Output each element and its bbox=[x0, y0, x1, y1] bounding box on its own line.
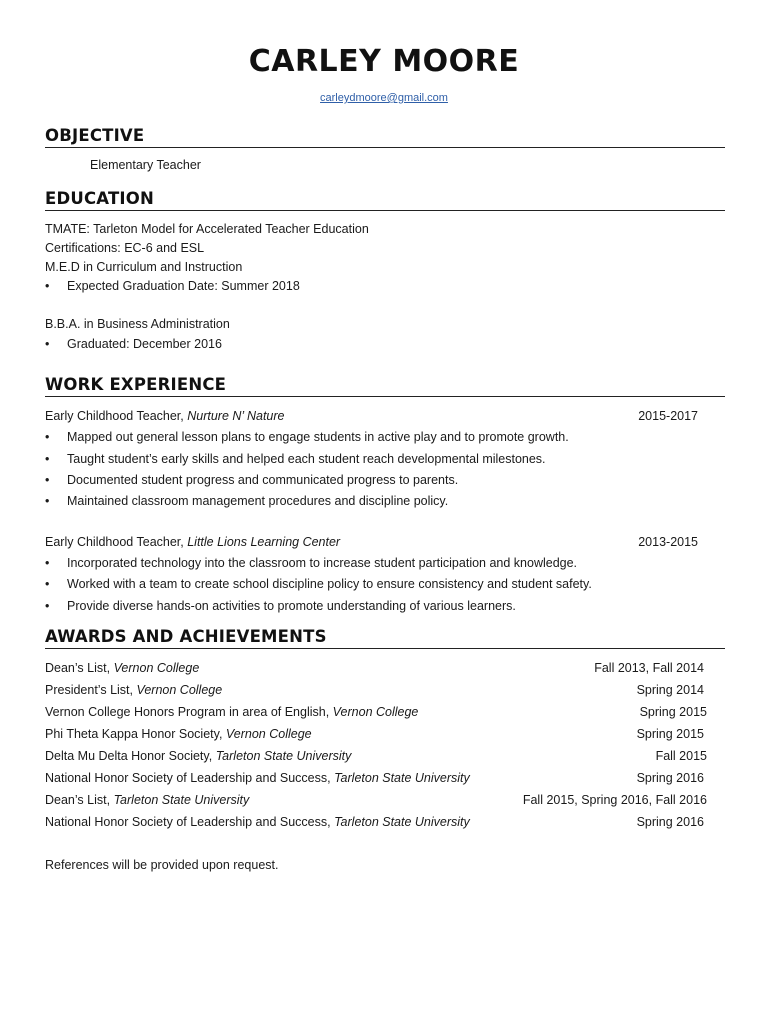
award-org: Vernon College bbox=[136, 683, 223, 697]
bullet-point: • bbox=[45, 430, 50, 444]
work-heading-label: WORK EXPERIENCE bbox=[45, 375, 227, 394]
award-org: Tarleton State University bbox=[334, 815, 470, 829]
award-item bbox=[45, 815, 470, 829]
awards-heading bbox=[45, 626, 725, 649]
award-org: Tarleton State University bbox=[334, 771, 470, 785]
education-line: B.B.A. in Business Administration bbox=[45, 317, 230, 331]
bullet-point: • bbox=[45, 556, 50, 570]
job-dates: 2015-2017 bbox=[638, 409, 698, 423]
education-heading bbox=[45, 188, 725, 211]
award-date: Spring 2015 bbox=[636, 727, 704, 741]
award-date: Spring 2016 bbox=[636, 771, 704, 785]
job-bullet-text: Mapped out general lesson plans to engage students in active play and to promote growth. bbox=[67, 430, 569, 444]
award-name: President’s List, bbox=[45, 683, 137, 697]
email-link[interactable]: carleydmoore@gmail.com bbox=[320, 92, 448, 104]
candidate-name: CARLEY MOORE bbox=[248, 44, 520, 79]
job-bullet-text: Worked with a team to create school discipline policy to ensure consistency and student safety. bbox=[67, 577, 592, 591]
education-heading-label: EDUCATION bbox=[45, 189, 154, 208]
education-bullet-text: Graduated: December 2016 bbox=[67, 337, 222, 351]
award-item bbox=[45, 727, 312, 741]
award-date: Spring 2015 bbox=[639, 705, 707, 719]
work-heading bbox=[45, 374, 725, 397]
award-name: Delta Mu Delta Honor Society, bbox=[45, 749, 216, 763]
award-item bbox=[45, 793, 249, 807]
education-line: M.E.D in Curriculum and Instruction bbox=[45, 260, 243, 274]
education-line: TMATE: Tarleton Model for Accelerated Teacher Education bbox=[45, 222, 369, 236]
bullet-point: • bbox=[45, 473, 50, 487]
award-org: Tarleton State University bbox=[215, 749, 352, 763]
job-bullet-text: Maintained classroom management procedures and discipline policy. bbox=[67, 494, 449, 508]
award-item bbox=[45, 705, 418, 719]
award-date: Fall 2015, Spring 2016, Fall 2016 bbox=[522, 793, 707, 807]
award-item bbox=[45, 661, 199, 675]
award-org: Vernon College bbox=[113, 661, 200, 675]
job-title: Early Childhood Teacher, bbox=[45, 409, 188, 423]
award-name: Dean’s List, bbox=[45, 793, 114, 807]
education-bullet-text: Expected Graduation Date: Summer 2018 bbox=[67, 279, 300, 293]
references-note: References will be provided upon request. bbox=[45, 858, 279, 872]
job-employer: Nurture N’ Nature bbox=[187, 409, 285, 423]
award-name: Vernon College Honors Program in area of English, bbox=[45, 705, 333, 719]
awards-heading-label: AWARDS AND ACHIEVEMENTS bbox=[45, 627, 327, 646]
award-item bbox=[45, 771, 470, 785]
bullet-point: • bbox=[45, 337, 50, 351]
bullet-point: • bbox=[45, 452, 50, 466]
objective-heading-label: OBJECTIVE bbox=[45, 126, 145, 145]
award-org: Vernon College bbox=[225, 727, 312, 741]
award-name: Dean’s List, bbox=[45, 661, 114, 675]
award-org: Vernon College bbox=[332, 705, 419, 719]
bullet-point: • bbox=[45, 577, 50, 591]
job-bullet-text: Documented student progress and communicated progress to parents. bbox=[67, 473, 459, 487]
job-employer: Little Lions Learning Center bbox=[187, 535, 341, 549]
objective-heading bbox=[45, 125, 725, 148]
award-date: Spring 2016 bbox=[636, 815, 704, 829]
job-title-line bbox=[45, 535, 340, 549]
award-name: National Honor Society of Leadership and Success, bbox=[45, 815, 335, 829]
job-dates: 2013-2015 bbox=[638, 535, 698, 549]
bullet-point: • bbox=[45, 599, 50, 613]
bullet-point: • bbox=[45, 494, 50, 508]
award-item bbox=[45, 683, 222, 697]
job-title-line bbox=[45, 409, 284, 423]
job-title: Early Childhood Teacher, bbox=[45, 535, 188, 549]
award-name: Phi Theta Kappa Honor Society, bbox=[45, 727, 226, 741]
job-bullet-text: Taught student’s early skills and helped each student reach developmental milestones. bbox=[67, 452, 546, 466]
job-bullet-text: Provide diverse hands-on activities to promote understanding of various learners. bbox=[67, 599, 516, 613]
award-date: Fall 2013, Fall 2014 bbox=[594, 661, 704, 675]
objective-text: Elementary Teacher bbox=[90, 158, 201, 172]
award-date: Fall 2015 bbox=[655, 749, 707, 763]
award-date: Spring 2014 bbox=[636, 683, 704, 697]
award-org: Tarleton State University bbox=[113, 793, 250, 807]
job-bullet-text: Incorporated technology into the classroom to increase student participation and knowledge. bbox=[67, 556, 578, 570]
bullet-point: • bbox=[45, 279, 50, 293]
education-line: Certifications: EC-6 and ESL bbox=[45, 241, 205, 255]
award-item bbox=[45, 749, 351, 763]
award-name: National Honor Society of Leadership and Success, bbox=[45, 771, 335, 785]
